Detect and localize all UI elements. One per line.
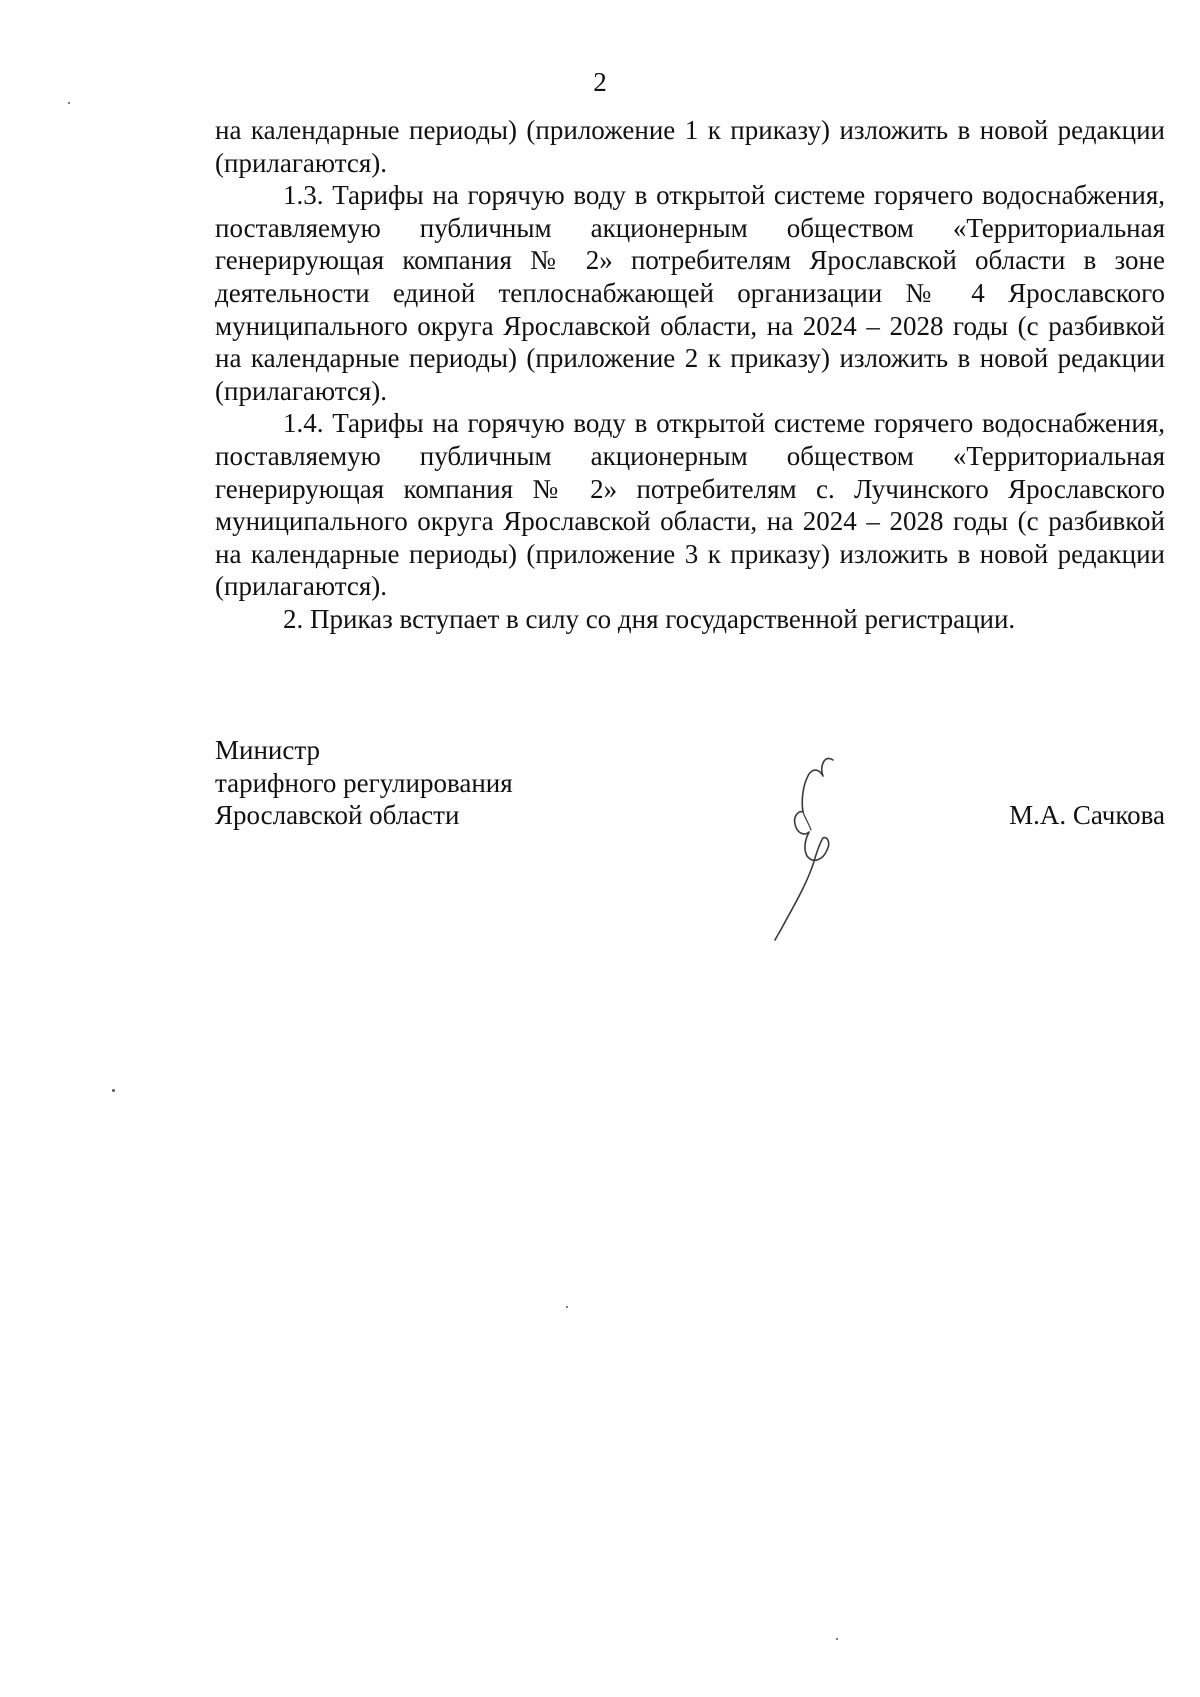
handwritten-signature [745,752,865,942]
scan-speck [836,1638,838,1640]
paragraph-2: 2. Приказ вступает в силу со дня государственной регистрации. [283,603,1016,634]
paragraph-continuation: на календарные периоды) (приложение 1 к приказу) изложить в новой редакции (прилагаются). [215,115,1165,178]
paragraph-1-4: 1.4. Тарифы на горячую воду в открытой системе горячего водоснабжения, поставляемую публичным акционерным обществом «Территориальная генерирующая компания № 2» потребителям с. Лучинского Ярославского муниципального округа Ярославской области, на 2024 – 2028 годы (с разбивкой на календарные периоды) (приложение 3 к приказу) изложить в новой редакции (прилагаются). [215,408,1165,602]
signatory-position-line-3: Ярославской области [215,800,460,831]
scan-speck [68,102,70,104]
paragraph-1-3: 1.3. Тарифы на горячую воду в открытой системе горячего водоснабжения, поставляемую публичным акционерным обществом «Территориальная генерирующая компания № 2» потребителям Ярославской области в зоне деятельности единой теплоснабжающей организации № 4 Ярославского муниципального округа Ярославской области, на 2024 – 2028 годы (с разбивкой на календарные периоды) (приложение 2 к приказу) изложить в новой редакции (прилагаются). [215,180,1165,406]
scan-speck [566,1306,568,1308]
signatory-position-line-2: тарифного регулирования [215,767,513,798]
document-body [215,114,1165,636]
page-number: 2 [593,67,607,97]
signature-block [215,734,1165,832]
scan-speck [112,1089,115,1092]
signatory-position-line-1: Министр [215,735,320,765]
signatory-name: М.А. Сачкова [1009,800,1165,830]
